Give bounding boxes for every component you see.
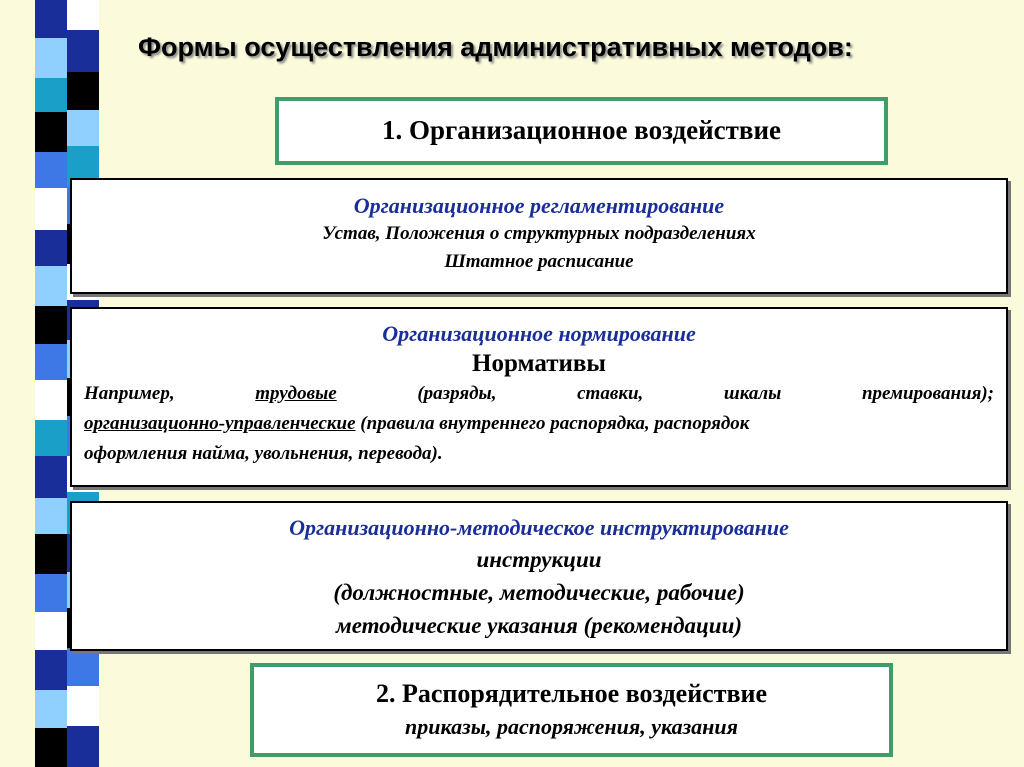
- norming-text-grades: (разряды,: [417, 383, 497, 404]
- instruction-line-3: методические указания (рекомендации): [335, 613, 743, 638]
- norming-text-rules: (правила внутреннего распорядка, распорядок: [355, 413, 750, 434]
- norming-paragraph-line-3: оформления найма, увольнения, перевода).: [84, 443, 443, 464]
- box-norming: [70, 307, 1008, 487]
- section-2-line-1: приказы, распоряжения, указания: [405, 714, 738, 739]
- regulation-line-2: Штатное расписание: [444, 251, 634, 272]
- section-1-heading: 1. Организационное воздействие: [381, 115, 782, 145]
- section-administrative-impact: [250, 663, 893, 757]
- norming-paragraph-line-1: [84, 379, 994, 409]
- norming-text-labor: трудовые: [255, 383, 337, 404]
- section-organizational-impact: [275, 97, 888, 165]
- box-instruction: [70, 501, 1008, 651]
- norming-subheading: Нормативы: [472, 350, 606, 377]
- regulation-line-1: Устав, Положения о структурных подразделениях: [322, 223, 756, 244]
- norming-text-rates: ставки,: [577, 383, 644, 404]
- norming-heading: Организационное нормирование: [382, 321, 696, 346]
- norming-text-scales: шкалы: [723, 383, 782, 404]
- section-2-heading: 2. Распорядительное воздействие: [375, 679, 768, 708]
- instruction-line-1: инструкции: [476, 547, 602, 572]
- page-title: Формы осуществления административных методов:: [138, 32, 853, 62]
- norming-paragraph-line-2: [84, 409, 994, 439]
- norming-text-bonus: премирования);: [861, 383, 995, 404]
- norming-text-managerial: организационно-управленческие: [84, 413, 356, 434]
- box-regulation: [70, 178, 1008, 294]
- instruction-line-2: (должностные, методические, рабочие): [333, 580, 745, 605]
- regulation-heading: Организационное регламентирование: [353, 193, 725, 218]
- norming-text-example: Например,: [84, 383, 175, 404]
- instruction-heading: Организационно-методическое инструктирование: [289, 515, 789, 540]
